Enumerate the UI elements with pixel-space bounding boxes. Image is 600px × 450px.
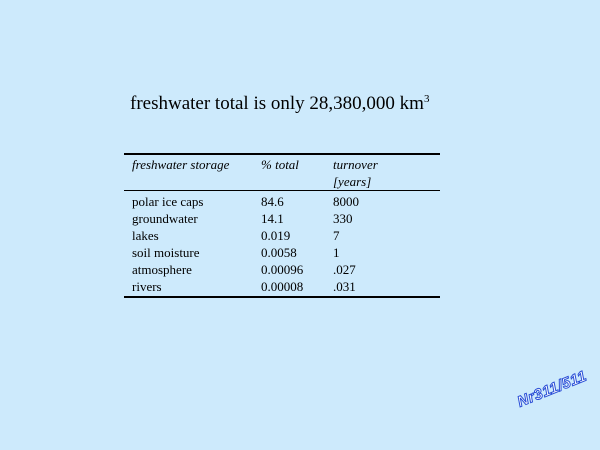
cell-percent: 0.00008 [261,278,333,297]
table-row [124,278,440,297]
header-turnover [333,154,440,191]
cell-storage: atmosphere [132,262,192,277]
title-superscript: 3 [423,93,430,105]
cell-percent: 0.019 [261,228,291,243]
table-row [124,210,440,227]
header-turnover-line1: turnover [333,157,378,172]
cell-storage: soil moisture [132,245,200,260]
table-row [124,244,440,261]
table-row [124,191,440,211]
slide-number-watermark: Nr311/511 [515,367,590,411]
table-row [124,227,440,244]
header-turnover-line2: [years] [333,174,372,189]
cell-percent: 0.00096 [261,262,304,277]
cell-storage: lakes [132,228,159,243]
cell-storage: polar ice caps [132,194,204,209]
table-row [124,261,440,278]
cell-turnover: .031 [333,278,440,297]
cell-turnover: 8000 [333,194,359,209]
cell-turnover: 1 [333,245,340,260]
cell-percent: 0.0058 [261,245,297,260]
cell-storage: groundwater [132,211,198,226]
freshwater-storage-table [124,153,440,298]
table-header-row [124,154,440,191]
header-storage: freshwater storage [124,154,261,191]
slide-title [130,93,429,115]
header-percent-total: % total [261,154,333,191]
cell-turnover: 330 [333,211,353,226]
slide-title-text: freshwater total is only 28,380,000 km [130,93,424,114]
cell-percent: 84.6 [261,194,284,209]
cell-turnover: .027 [333,262,356,277]
cell-storage: rivers [124,278,261,297]
cell-percent: 14.1 [261,211,284,226]
cell-turnover: 7 [333,228,340,243]
